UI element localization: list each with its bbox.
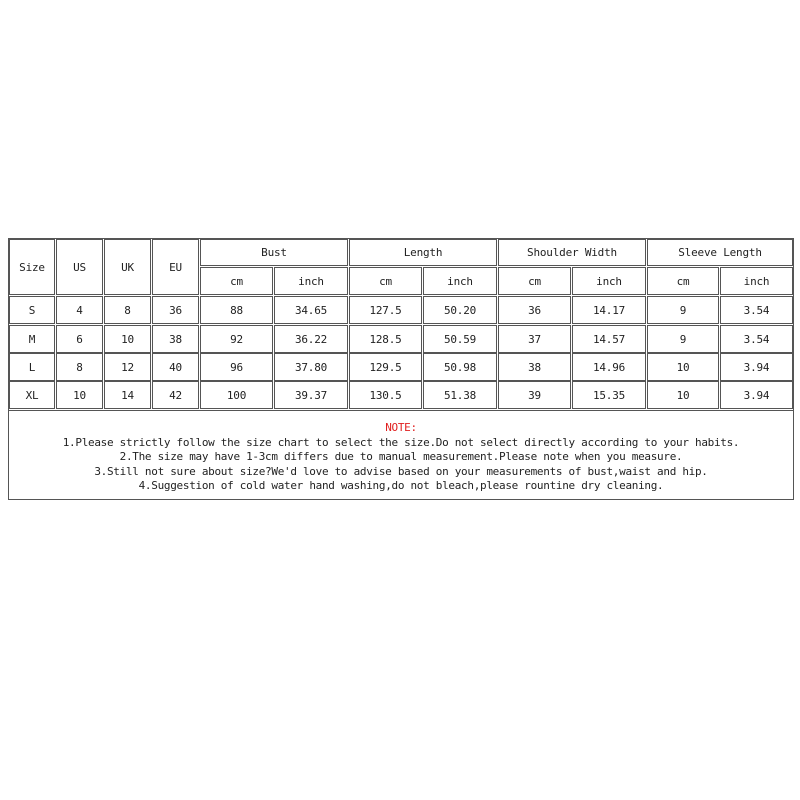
note-line-2: 2.The size may have 1-3cm differs due to manual measurement.Please note when you measure. (119, 450, 683, 463)
cell-eu: 36 (152, 296, 199, 324)
cell-shoulder-cm: 37 (498, 325, 571, 353)
note-line-1: 1.Please strictly follow the size chart to select the size.Do not select directly according to your habits. (62, 435, 740, 449)
cell-size: M (9, 325, 55, 353)
cell-bust-inch: 37.80 (274, 353, 348, 381)
subheader-length-cm: cm (349, 267, 422, 295)
cell-eu: 40 (152, 353, 199, 381)
cell-sleeve-cm: 9 (647, 296, 719, 324)
cell-sleeve-inch: 3.94 (720, 353, 793, 381)
cell-length-inch: 51.38 (423, 381, 497, 409)
header-sleeve-length: Sleeve Length (647, 239, 793, 266)
header-eu: EU (152, 239, 199, 295)
note-title: NOTE: (385, 421, 417, 434)
cell-sleeve-cm: 10 (647, 381, 719, 409)
cell-length-inch: 50.20 (423, 296, 497, 324)
cell-eu: 42 (152, 381, 199, 409)
cell-bust-cm: 88 (200, 296, 273, 324)
subheader-shoulder-inch: inch (572, 267, 646, 295)
cell-length-cm: 128.5 (349, 325, 422, 353)
cell-shoulder-inch: 15.35 (572, 381, 646, 409)
cell-sleeve-inch: 3.94 (720, 381, 793, 409)
cell-us: 6 (56, 325, 103, 353)
cell-shoulder-inch: 14.57 (572, 325, 646, 353)
cell-sleeve-inch: 3.54 (720, 296, 793, 324)
cell-bust-cm: 100 (200, 381, 273, 409)
note-line-4: 4.Suggestion of cold water hand washing,do not bleach,please rountine dry cleaning. (138, 479, 664, 492)
cell-bust-cm: 92 (200, 325, 273, 353)
cell-length-cm: 127.5 (349, 296, 422, 324)
cell-uk: 14 (104, 381, 151, 409)
cell-shoulder-inch: 14.96 (572, 353, 646, 381)
cell-sleeve-inch: 3.54 (720, 325, 793, 353)
notes-section (9, 410, 793, 499)
cell-shoulder-inch: 14.17 (572, 296, 646, 324)
subheader-bust-cm: cm (200, 267, 273, 295)
cell-us: 4 (56, 296, 103, 324)
cell-shoulder-cm: 39 (498, 381, 571, 409)
subheader-length-inch: inch (423, 267, 497, 295)
cell-bust-inch: 39.37 (274, 381, 348, 409)
cell-bust-inch: 36.22 (274, 325, 348, 353)
cell-us: 10 (56, 381, 103, 409)
note-line-3: 3.Still not sure about size?We'd love to advise based on your measurements of bust,waist and hip. (94, 464, 708, 478)
subheader-sleeve-inch: inch (720, 267, 793, 295)
cell-size: L (9, 353, 55, 381)
cell-length-inch: 50.59 (423, 325, 497, 353)
cell-eu: 38 (152, 325, 199, 353)
header-uk: UK (104, 239, 151, 295)
header-shoulder-width: Shoulder Width (498, 239, 646, 266)
cell-bust-cm: 96 (200, 353, 273, 381)
cell-sleeve-cm: 9 (647, 325, 719, 353)
size-chart-table (8, 238, 794, 500)
header-length: Length (349, 239, 497, 266)
header-size: Size (9, 239, 55, 295)
cell-sleeve-cm: 10 (647, 353, 719, 381)
cell-uk: 8 (104, 296, 151, 324)
header-us: US (56, 239, 103, 295)
cell-length-cm: 130.5 (349, 381, 422, 409)
cell-shoulder-cm: 36 (498, 296, 571, 324)
cell-shoulder-cm: 38 (498, 353, 571, 381)
cell-us: 8 (56, 353, 103, 381)
cell-length-cm: 129.5 (349, 353, 422, 381)
subheader-sleeve-cm: cm (647, 267, 719, 295)
cell-uk: 12 (104, 353, 151, 381)
subheader-shoulder-cm: cm (498, 267, 571, 295)
cell-size: XL (9, 381, 55, 409)
cell-bust-inch: 34.65 (274, 296, 348, 324)
header-bust: Bust (200, 239, 348, 266)
subheader-bust-inch: inch (274, 267, 348, 295)
cell-length-inch: 50.98 (423, 353, 497, 381)
cell-size: S (9, 296, 55, 324)
cell-uk: 10 (104, 325, 151, 353)
